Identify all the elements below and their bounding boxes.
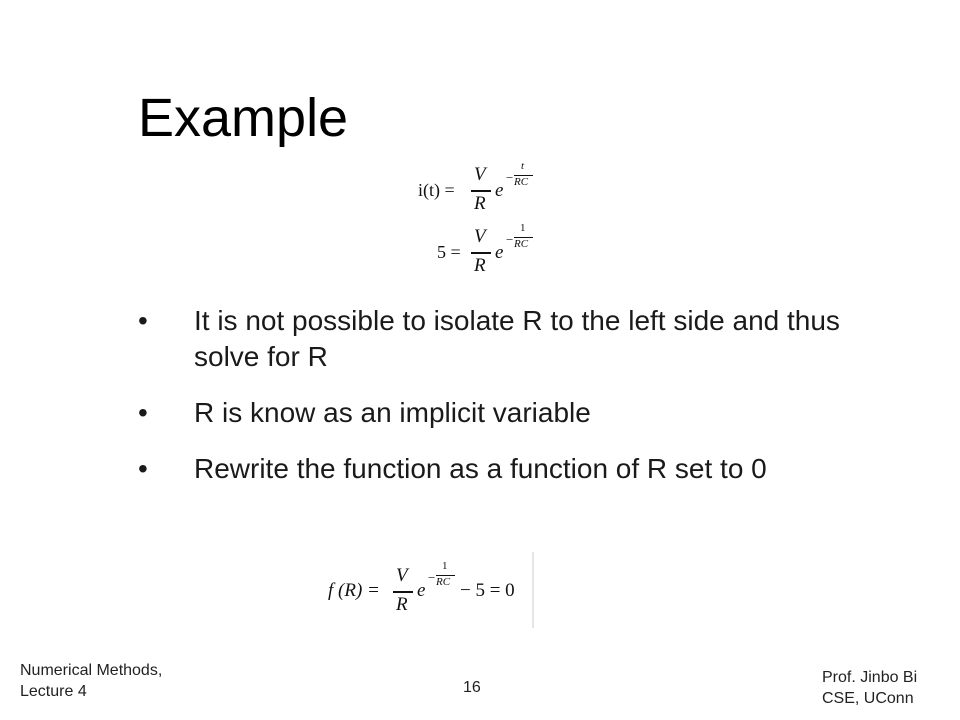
eq1-numerator: V [474, 164, 486, 185]
bullet-item [138, 451, 858, 487]
eq1-base: e [495, 180, 504, 201]
bullet-text: It is not possible to isolate R to the left side and thus solve for R [194, 305, 840, 372]
eq3-fraction-bar [393, 591, 413, 593]
eq3-exp-sign: − [428, 570, 436, 585]
eq2-fraction-bar [471, 252, 491, 254]
eq1-exp-den: RC [514, 176, 529, 188]
eq3-lhs: f (R) = [328, 580, 380, 601]
bullet-text: Rewrite the function as a function of R set to 0 [194, 453, 767, 484]
bullet-item [138, 303, 858, 375]
eq1-denominator: R [474, 193, 486, 214]
bullet-marker: • [138, 453, 148, 484]
equation-image-edge [532, 552, 534, 628]
bullet-marker: • [138, 397, 148, 428]
footer-course-line2: Lecture 4 [20, 683, 87, 700]
eq3-exp-den: RC [436, 576, 451, 588]
footer-course [20, 660, 162, 702]
eq2-numerator: V [474, 226, 486, 247]
eq2-denominator: R [474, 255, 486, 276]
eq3-rhs: − 5 = 0 [460, 580, 515, 601]
bullet-item [138, 395, 858, 431]
eq1-exp-sign: − [506, 170, 514, 185]
eq3-numerator: V [396, 565, 408, 586]
eq3-base: e [417, 580, 426, 601]
eq2-exp-num: 1 [520, 222, 526, 234]
eq1-exp-num: t [521, 160, 525, 172]
eq2-exp-sign: − [506, 232, 514, 247]
eq1-lhs: i(t) = [418, 180, 455, 200]
eq2-base: e [495, 242, 504, 263]
bullet-text: R is know as an implicit variable [194, 397, 591, 428]
slide-title: Example [138, 88, 349, 148]
eq2-exp-den: RC [514, 238, 529, 250]
footer-author [822, 667, 917, 709]
eq3-denominator: R [396, 594, 408, 615]
eq1-fraction-bar [471, 190, 491, 192]
footer-author-line2: CSE, UConn [822, 690, 914, 707]
bullet-marker: • [138, 305, 148, 336]
page-number: 16 [463, 679, 481, 696]
eq2-lhs: 5 = [437, 242, 461, 262]
bullet-list [138, 303, 858, 507]
eq3-exp-num: 1 [442, 560, 448, 572]
footer-author-line1: Prof. Jinbo Bi [822, 669, 918, 686]
footer-course-line1: Numerical Methods, [20, 662, 163, 679]
